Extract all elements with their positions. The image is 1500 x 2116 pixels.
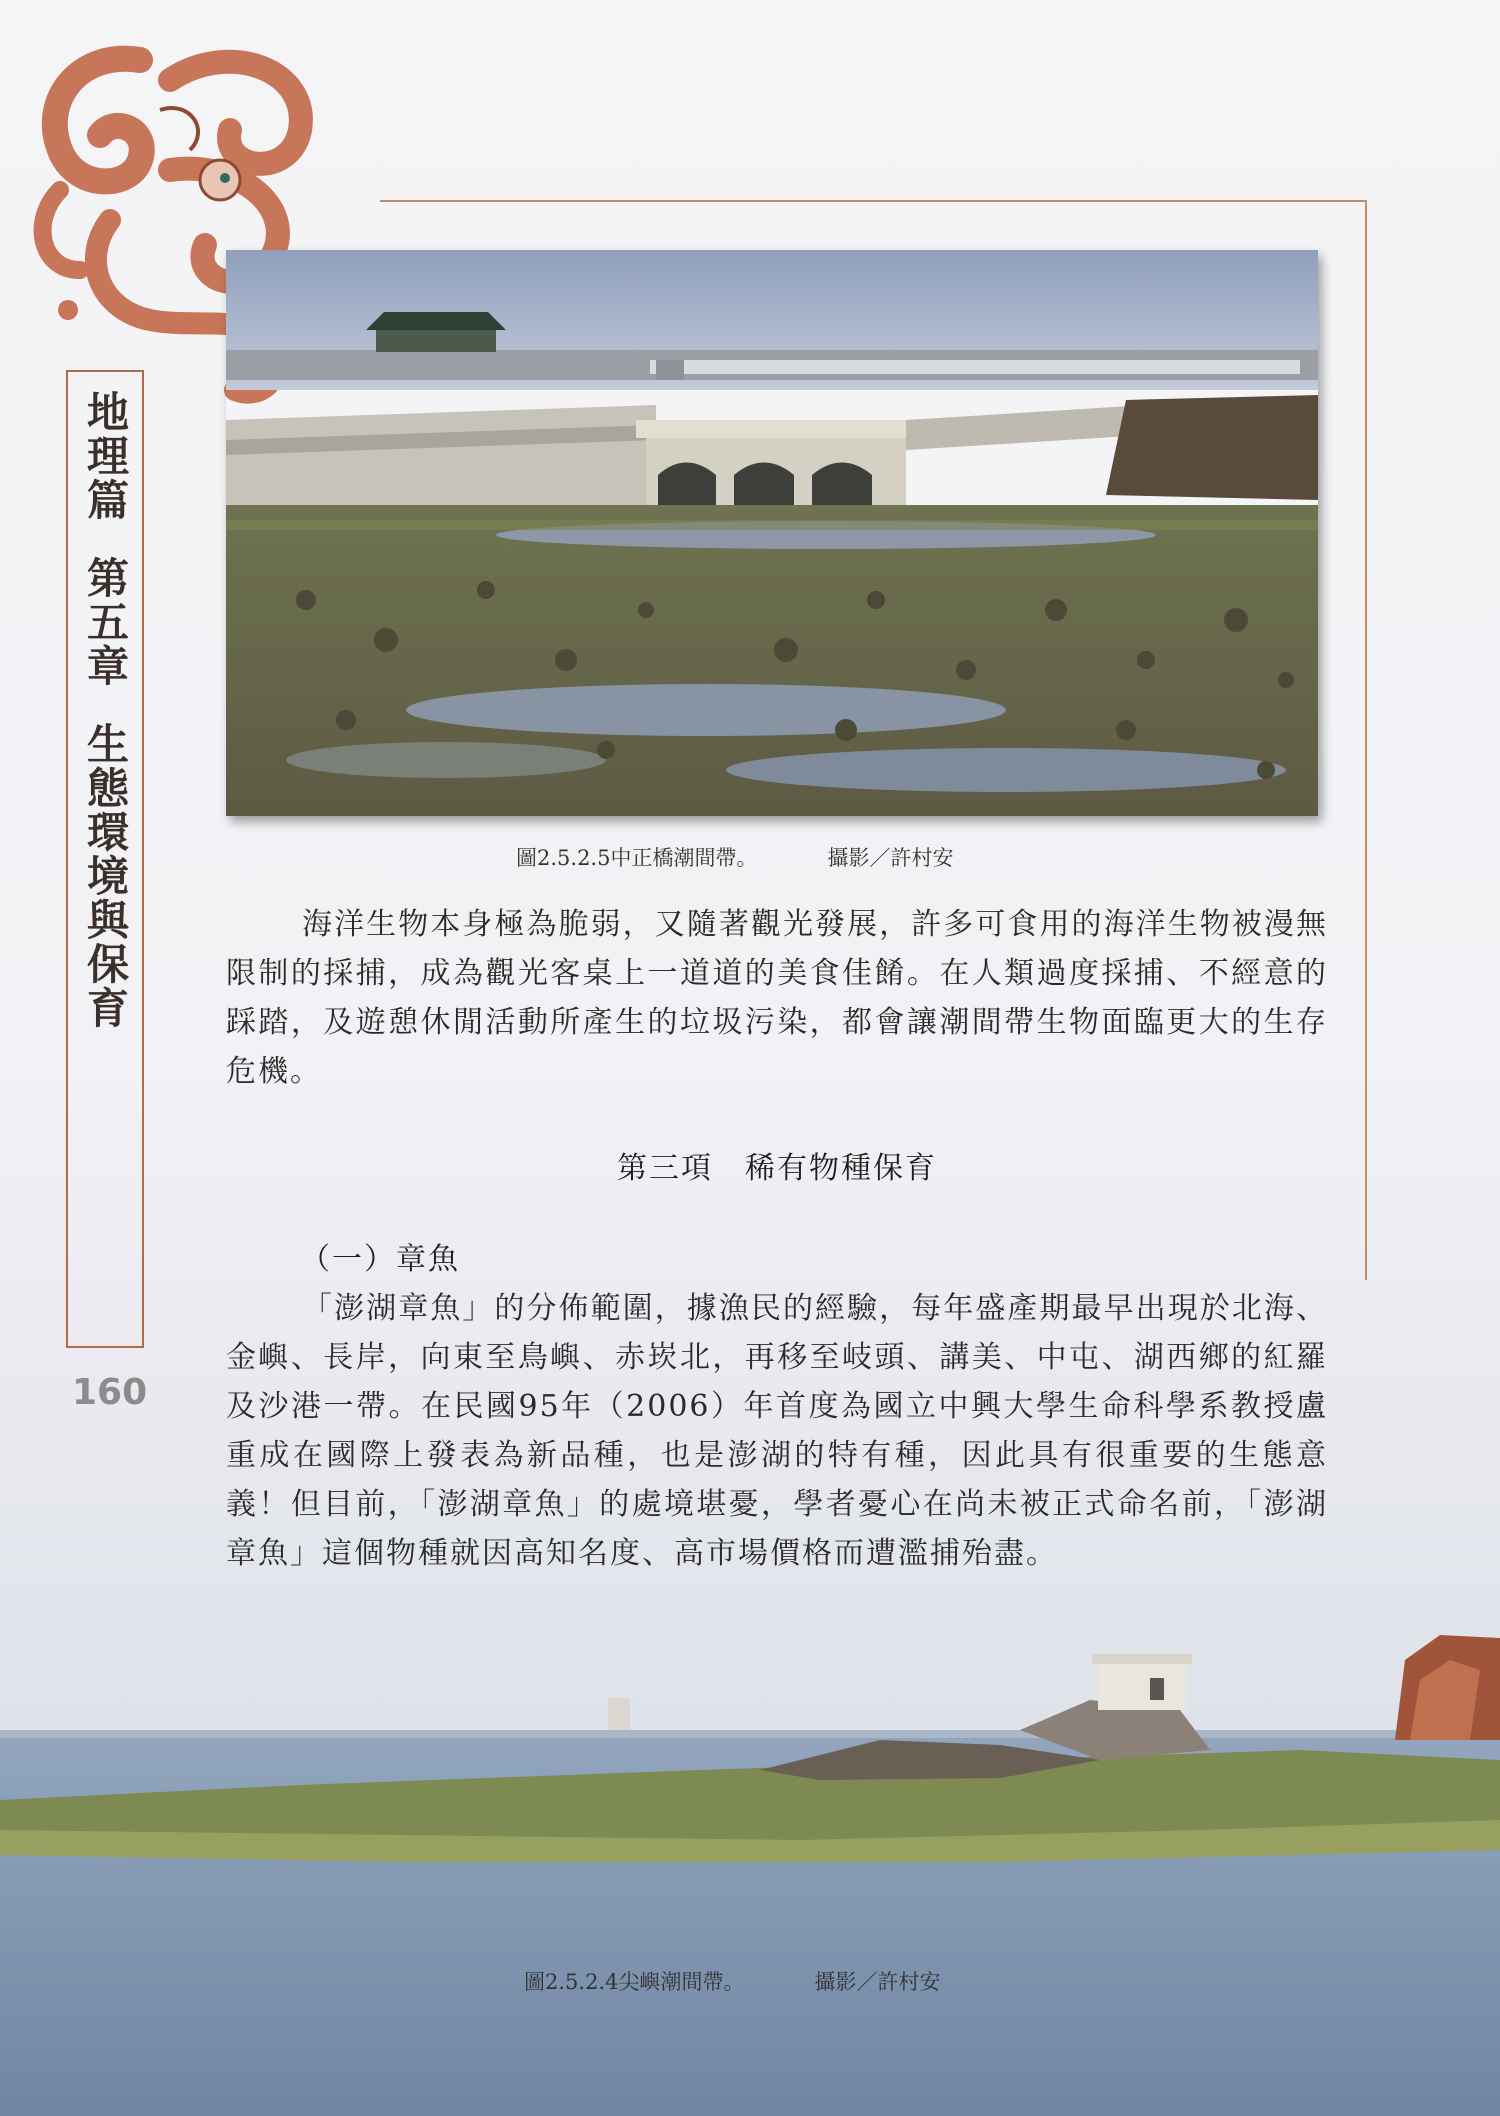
subsection-heading: （一）章魚	[300, 1242, 460, 1277]
figure-caption-bottom	[524, 1966, 940, 1996]
side-title-part: 地理篇	[81, 390, 130, 522]
coastal-islet-photo	[0, 1600, 1500, 2116]
figure-caption-top	[516, 842, 953, 872]
figure-top-caption-text: 圖2.5.2.5中正橋潮間帶。	[516, 846, 758, 870]
frame-line-right	[1365, 200, 1367, 1280]
figure-bottom-credit: 攝影／許村安	[814, 1970, 941, 1994]
section-heading: 第三項 稀有物種保育	[617, 1151, 937, 1186]
chapter-side-title	[68, 390, 142, 1030]
page-number: 160	[72, 1372, 148, 1413]
figure-top-credit: 攝影／許村安	[827, 846, 954, 870]
paragraph-octopus: 「澎湖章魚」的分佈範圍，據漁民的經驗，每年盛產期最早出現於北海、金嶼、長岸，向東至鳥嶼、赤崁北，再移至岐頭、講美、中屯、湖西鄉的紅羅及沙港一帶。在民國95年（2006）年首度為國立中興大學生命科學系教授盧重成在國際上發表為新品種，也是澎湖的特有種，因此具有很重要的生態意義！但目前，「澎湖章魚」的處境堪憂，學者憂心在尚未被正式命名前，「澎湖章魚」這個物種就因高知名度、高市場價格而遭濫捕殆盡。	[226, 1291, 1328, 1571]
figure-bottom-caption-text: 圖2.5.2.4尖嶼潮間帶。	[524, 1970, 745, 1994]
side-title-chapter: 第五章	[81, 556, 130, 688]
frame-line-top	[380, 200, 1367, 202]
paragraph-intro: 海洋生物本身極為脆弱，又隨著觀光發展，許多可食用的海洋生物被漫無限制的採捕，成為觀光客桌上一道道的美食佳餚。在人類過度採捕、不經意的踩踏，及遊憩休閒活動所產生的垃圾污染，都會讓潮間帶生物面臨更大的生存危機。	[226, 907, 1328, 1089]
side-title-topic: 生態環境與保育	[81, 722, 130, 1030]
chapter-side-panel	[66, 370, 144, 1348]
tidal-flat-bridge-photo	[226, 250, 1318, 816]
